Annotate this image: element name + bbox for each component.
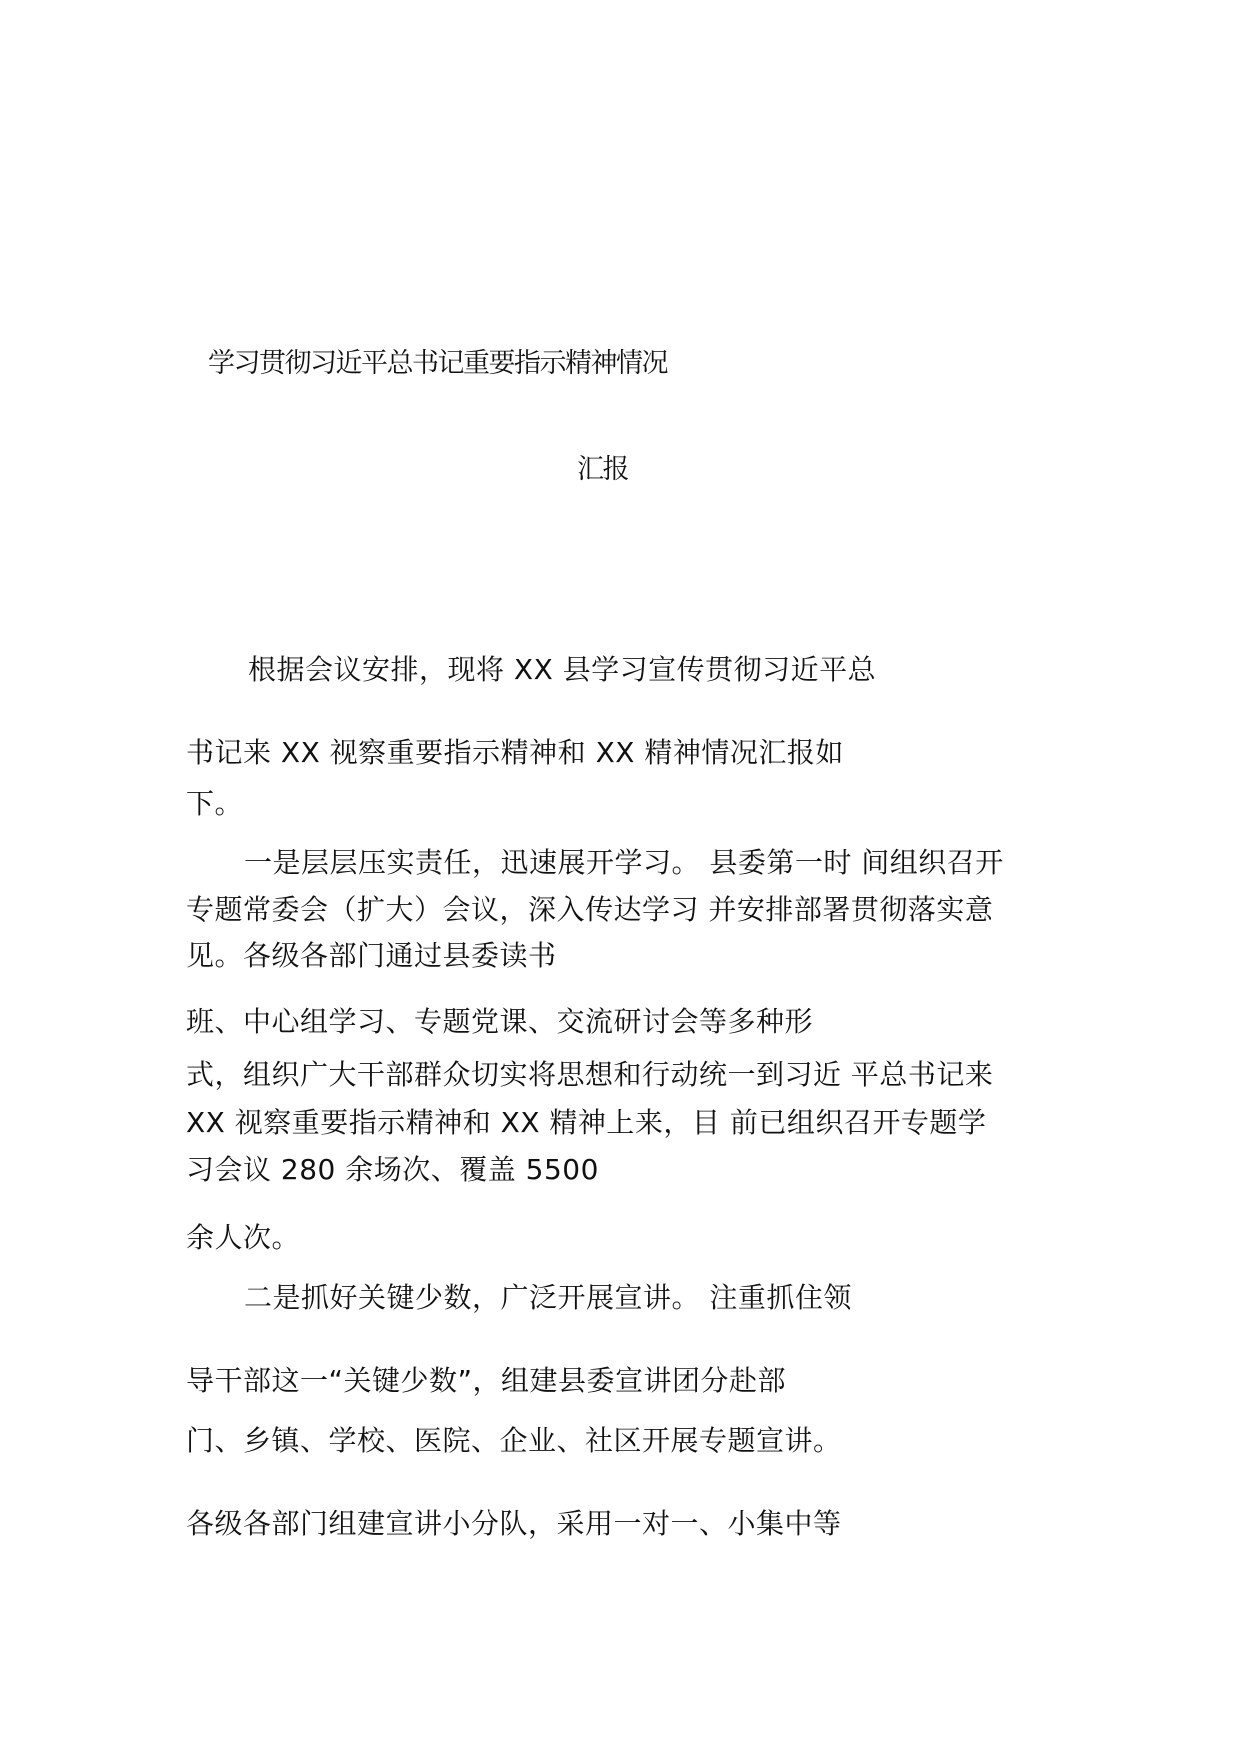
paragraph-line: 根据会议安排，现将 XX 县学习宣传贯彻习近平总: [248, 653, 877, 686]
paragraph-line: 各级各部门组建宣讲小分队，采用一对一、小集中等: [186, 1507, 842, 1540]
paragraph-line: 二是抓好关键少数，广泛开展宣讲。 注重抓住领: [244, 1281, 852, 1314]
paragraph-line: 一是层层压实责任，迅速展开学习。 县委第一时 间组织召开: [244, 846, 1004, 879]
paragraph-line: 专题常委会（扩大）会议，深入传达学习 并安排部署贯彻落实意: [186, 893, 994, 926]
document-title-line-1: 学习贯彻习近平总书记重要指示精神情况: [208, 348, 667, 379]
paragraph-line: 导干部这一“关键少数”，组建县委宣讲团分赴部: [186, 1364, 787, 1397]
paragraph-line: 书记来 XX 视察重要指示精神和 XX 精神情况汇报如: [186, 736, 844, 769]
paragraph-line: XX 视察重要指示精神和 XX 精神上来，目 前已组织召开专题学: [186, 1106, 987, 1139]
paragraph-line: 班、中心组学习、专题党课、交流研讨会等多种形: [186, 1005, 814, 1038]
document-title-line-2: 汇报: [577, 454, 628, 485]
paragraph-line: 下。: [186, 787, 244, 820]
paragraph-line: 余人次。: [186, 1221, 301, 1254]
paragraph-line: 式，组织广大干部群众切实将思想和行动统一到习近 平总书记来: [186, 1058, 994, 1091]
paragraph-line: 习会议 280 余场次、覆盖 5500: [186, 1153, 599, 1186]
paragraph-line: 见。各级各部门通过县委读书: [186, 939, 557, 972]
paragraph-line: 门、乡镇、学校、医院、企业、社区开展专题宣讲。: [186, 1424, 842, 1457]
